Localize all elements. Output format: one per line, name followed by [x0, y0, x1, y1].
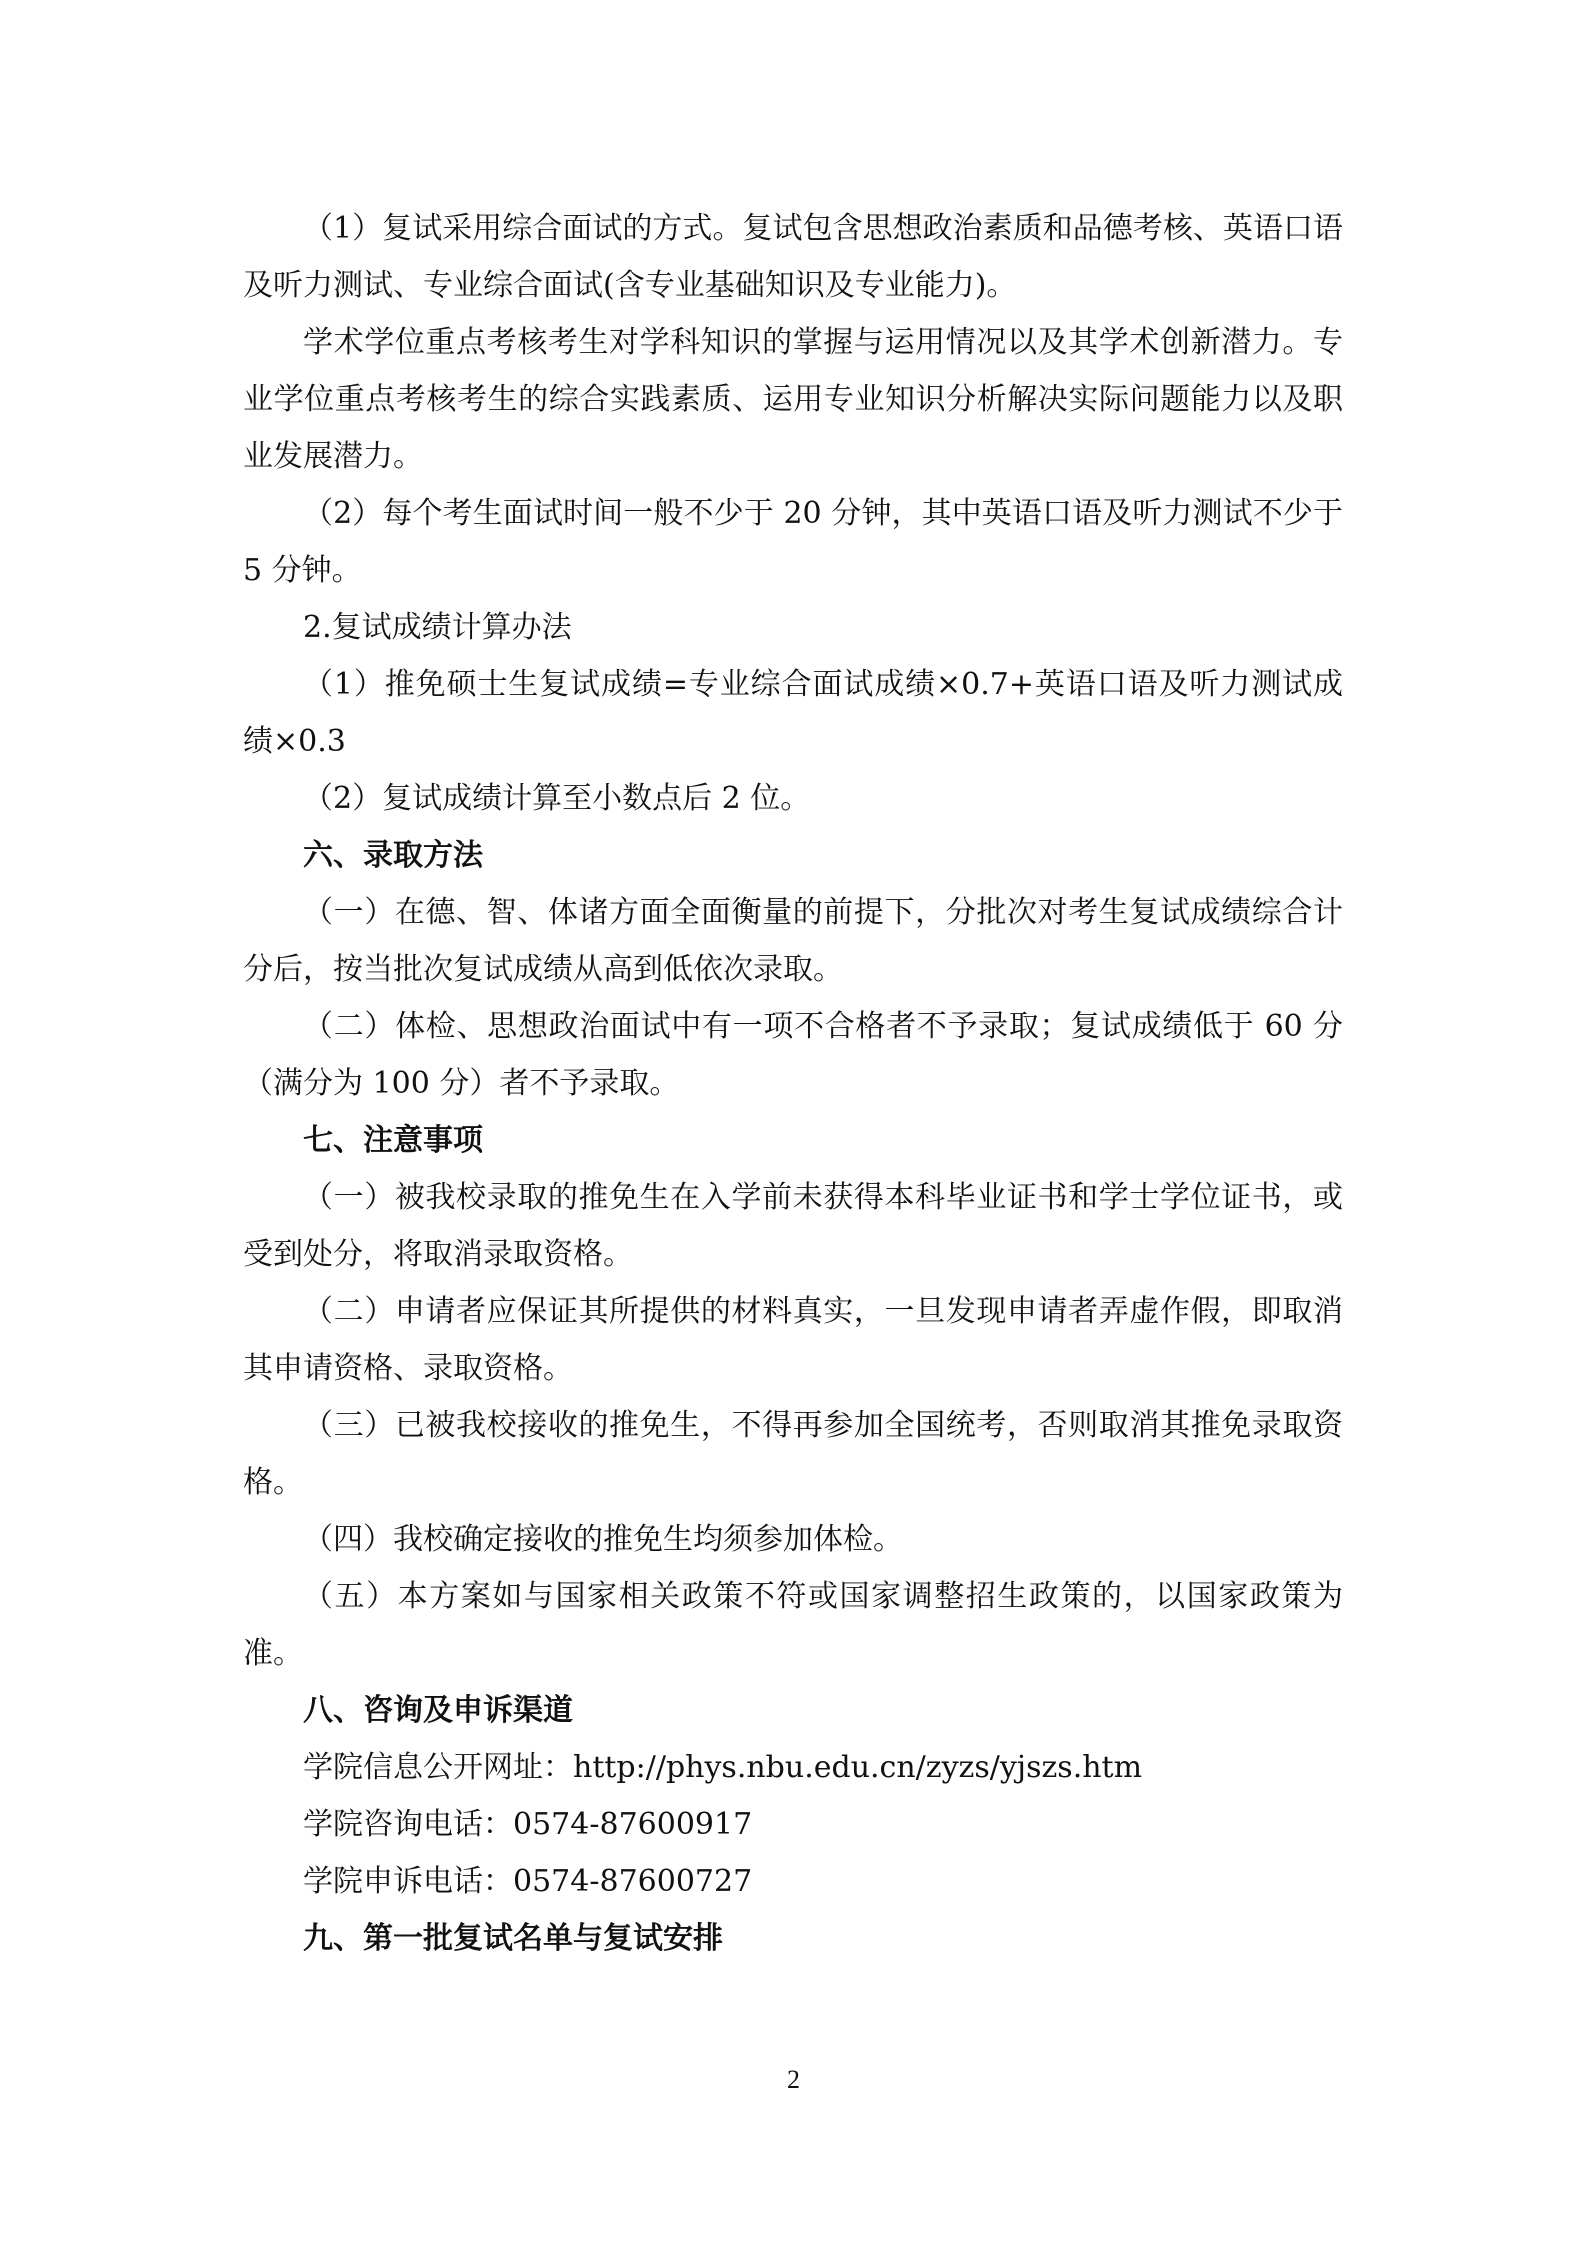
contact-website: 学院信息公开网址：http://phys.nbu.edu.cn/zyzs/yjszs.htm: [303, 1750, 1143, 1785]
paragraph-note-1: （一）被我校录取的推免生在入学前未获得本科毕业证书和学士学位证书，或受到处分，将取消录取资格。: [243, 1180, 1343, 1272]
paragraph-interview-method: （1）复试采用综合面试的方式。复试包含思想政治素质和品德考核、英语口语及听力测试、专业综合面试(含专业基础知识及专业能力)。: [243, 211, 1343, 303]
section-heading-notes: 七、注意事项: [303, 1123, 483, 1158]
paragraph-score-precision: （2）复试成绩计算至小数点后 2 位。: [303, 781, 811, 816]
paragraph-interview-duration: （2）每个考生面试时间一般不少于 20 分钟，其中英语口语及听力测试不少于 5 分钟。: [243, 496, 1343, 588]
paragraph-admission-1: （一）在德、智、体诸方面全面衡量的前提下，分批次对考生复试成绩综合计分后，按当批次复试成绩从高到低依次录取。: [243, 895, 1343, 987]
page-body: [243, 200, 1343, 1967]
section-heading-retest-list: 九、第一批复试名单与复试安排: [303, 1921, 723, 1956]
paragraph-score-method-title: 2.复试成绩计算办法: [303, 610, 572, 645]
paragraph-note-3: （三）已被我校接收的推免生，不得再参加全国统考，否则取消其推免录取资格。: [243, 1408, 1343, 1500]
paragraph-score-formula: （1）推免硕士生复试成绩=专业综合面试成绩×0.7+英语口语及听力测试成绩×0.3: [243, 667, 1343, 759]
contact-consult-phone: 学院咨询电话：0574-87600917: [303, 1807, 753, 1842]
paragraph-note-4: （四）我校确定接收的推免生均须参加体检。: [303, 1522, 903, 1557]
paragraph-note-2: （二）申请者应保证其所提供的材料真实，一旦发现申请者弄虚作假，即取消其申请资格、录取资格。: [243, 1294, 1343, 1386]
paragraph-admission-2: （二）体检、思想政治面试中有一项不合格者不予录取；复试成绩低于 60 分（满分为 100 分）者不予录取。: [243, 1009, 1343, 1101]
page-number: 2: [787, 2065, 800, 2094]
paragraph-note-5: （五）本方案如与国家相关政策不符或国家调整招生政策的，以国家政策为准。: [243, 1579, 1343, 1671]
paragraph-assessment-focus: 学术学位重点考核考生对学科知识的掌握与运用情况以及其学术创新潜力。专业学位重点考核考生的综合实践素质、运用专业知识分析解决实际问题能力以及职业发展潜力。: [243, 325, 1343, 474]
contact-appeal-phone: 学院申诉电话：0574-87600727: [303, 1864, 753, 1899]
section-heading-admission: 六、录取方法: [303, 838, 483, 873]
section-heading-contact: 八、咨询及申诉渠道: [303, 1693, 573, 1728]
